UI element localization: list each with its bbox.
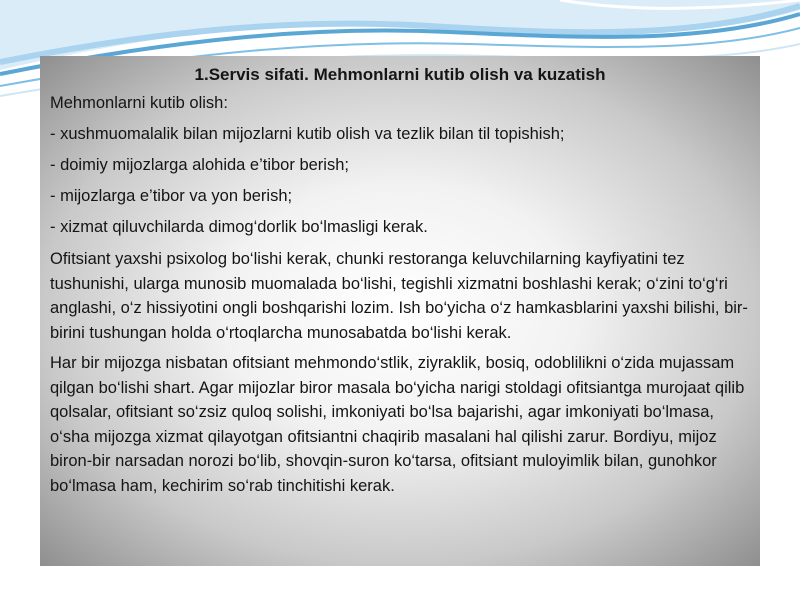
intro-line: Mehmonlarni kutib olish:: [50, 94, 228, 112]
list-item: - xizmat qiluvchilarda dimog‘dorlik bo‘lmasligi kerak.: [50, 218, 428, 236]
list-item: - doimiy mijozlarga alohida e’tibor berish;: [50, 156, 349, 174]
paragraph: Ofitsiant yaxshi psixolog bo‘lishi kerak, chunki restoranga keluvchilarning kayfiyatini tez tushunishi, ularga munosib muomalada bo‘lishi, tegishli xizmatni boshlashi kerak; o‘zini to‘g‘ri anglashi, o‘z hissiyotini ongli boshqarishi lozim. Ish bo‘yicha o‘z hamkasblarini yaxshi bilishi, bir-birini tushungan holda o‘rtoqlarcha munosabatda bo‘lishi kerak.: [50, 250, 748, 342]
page-title: 1.Servis sifati. Mehmonlarni kutib olish va kuzatish: [194, 65, 606, 84]
list-item: - xushmuomalalik bilan mijozlarni kutib olish va tezlik bilan til topishish;: [50, 125, 565, 143]
paragraph: Har bir mijozga nisbatan ofitsiant mehmondo‘stlik, ziyraklik, bosiq, odoblilikni o‘zida mujassam qilgan bo‘lishi shart. Agar mijozlar biror masala bo‘yicha narigi stoldagi ofitsiantga murojaat qilib qolsalar, ofitsiant so‘zsiz quloq solishi, imkoniyati bo‘lsa bajarishi, agar imkoniyati bo‘lmasa, o‘sha mijozga xizmat qilayotgan ofitsiantni chaqirib masalani hal qilishi zarur. Bordiyu, mijoz biron-bir narsadan norozi bo‘lib, shovqin-suron ko‘tarsa, ofitsiant muloyimlik bilan, gunohkor bo‘lmasa ham, kechirim so‘rab tinchitishi kerak.: [50, 354, 745, 495]
content-box: [40, 56, 760, 566]
list-item: - mijozlarga e’tibor va yon berish;: [50, 187, 293, 205]
